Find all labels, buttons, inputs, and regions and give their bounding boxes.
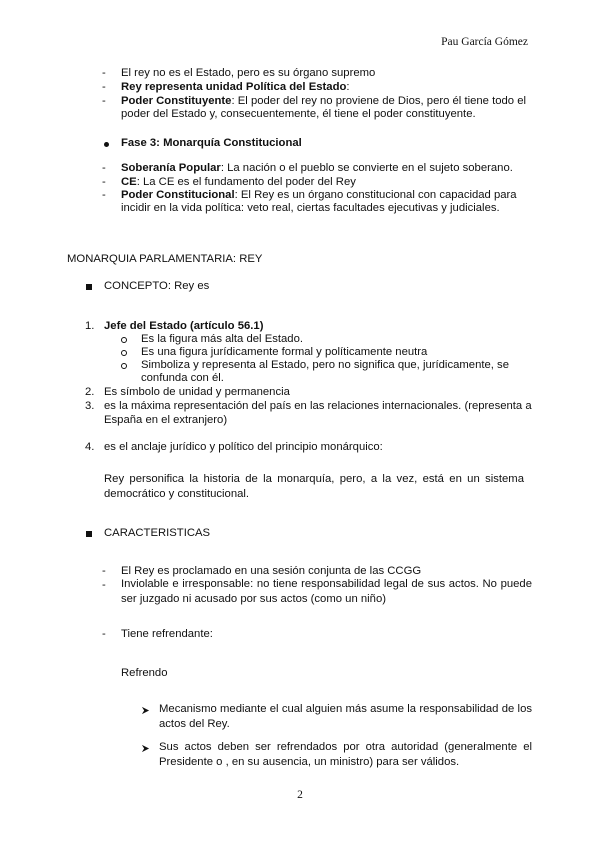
dash-bullet: - — [102, 162, 106, 174]
list-item: Rey representa unidad Política del Estado: — [121, 81, 350, 93]
caracteristicas-label: CARACTERISTICAS — [104, 527, 211, 539]
list-item: Inviolable e irresponsable: no tiene responsabilidad legal de sus actos. No puede ser juzgado ni acusado por sus actos (como un niño) — [121, 578, 532, 605]
paragraph: Rey personifica la historia de la monarquía, pero, a la vez, está en un sistema democrático y constitucional. — [104, 473, 524, 500]
list-number: 2. — [85, 386, 95, 398]
page-number: 2 — [297, 789, 303, 801]
numbered-item-continuation: España en el extranjero) — [104, 414, 228, 426]
dash-bullet: - — [102, 579, 106, 591]
ring-bullet — [121, 337, 127, 343]
arrow-bullet-icon — [141, 744, 150, 753]
bullet-dot — [104, 142, 109, 147]
list-item: Tiene refrendante: — [121, 628, 213, 640]
list-item-continuation: incidir en la vida política: veto real, ciertas facultades ejecutivas y judiciales. — [121, 202, 500, 214]
list-number: 1. — [85, 320, 95, 332]
dash-bullet: - — [102, 176, 106, 188]
page-header-author: Pau García Gómez — [441, 36, 528, 48]
list-item: Soberanía Popular: La nación o el pueblo se convierte en el sujeto soberano. — [121, 162, 513, 174]
list-item: Poder Constitucional: El Rey es un órgano constitucional con capacidad para — [121, 189, 517, 201]
square-bullet — [86, 281, 92, 294]
list-item: El rey no es el Estado, pero es su órgano supremo — [121, 67, 376, 79]
dash-bullet: - — [102, 628, 106, 640]
arrow-bullet-icon — [141, 706, 150, 715]
numbered-item: Es símbolo de unidad y permanencia — [104, 386, 290, 398]
numbered-item-title: Jefe del Estado (artículo 56.1) — [104, 320, 264, 332]
square-bullet — [86, 528, 92, 541]
list-item: CE: La CE es el fundamento del poder del Rey — [121, 176, 356, 188]
sub-item: Es una figura jurídicamente formal y políticamente neutra — [141, 346, 428, 358]
arrow-item: Sus actos deben ser refrendados por otra autoridad (generalmente el Presidente o , en su ausencia, un ministro) para ser válidos. — [159, 741, 532, 768]
sub-item: Es la figura más alta del Estado. — [141, 333, 304, 345]
sub-item: Simboliza y representa al Estado, pero no significa que, jurídicamente, se — [141, 359, 509, 371]
list-number: 3. — [85, 400, 95, 412]
dash-bullet: - — [102, 67, 106, 79]
dash-bullet: - — [102, 189, 106, 201]
dash-bullet: - — [102, 565, 106, 577]
dash-bullet: - — [102, 81, 106, 93]
list-number: 4. — [85, 441, 95, 453]
numbered-item: es la máxima representación del país en las relaciones internacionales. (representa a — [104, 400, 532, 412]
numbered-item: es el anclaje jurídico y político del principio monárquico: — [104, 441, 383, 453]
ring-bullet — [121, 350, 127, 356]
section-title: MONARQUIA PARLAMENTARIA: REY — [67, 253, 263, 265]
list-item-continuation: poder del Estado y, consecuentemente, él tiene el poder constituyente. — [121, 108, 476, 120]
arrow-item: Mecanismo mediante el cual alguien más asume la responsabilidad de los actos del Rey. — [159, 703, 532, 730]
concepto-label: CONCEPTO: Rey es — [104, 280, 210, 292]
fase3-title: Fase 3: Monarquía Constitucional — [121, 137, 302, 149]
ring-bullet — [121, 363, 127, 369]
sub-item-continuation: confunda con él. — [141, 372, 224, 384]
refrendo-label: Refrendo — [121, 667, 168, 679]
list-item: El Rey es proclamado en una sesión conjunta de las CCGG — [121, 565, 422, 577]
dash-bullet: - — [102, 95, 106, 107]
list-item: Poder Constituyente: El poder del rey no proviene de Dios, pero él tiene todo el — [121, 95, 527, 107]
